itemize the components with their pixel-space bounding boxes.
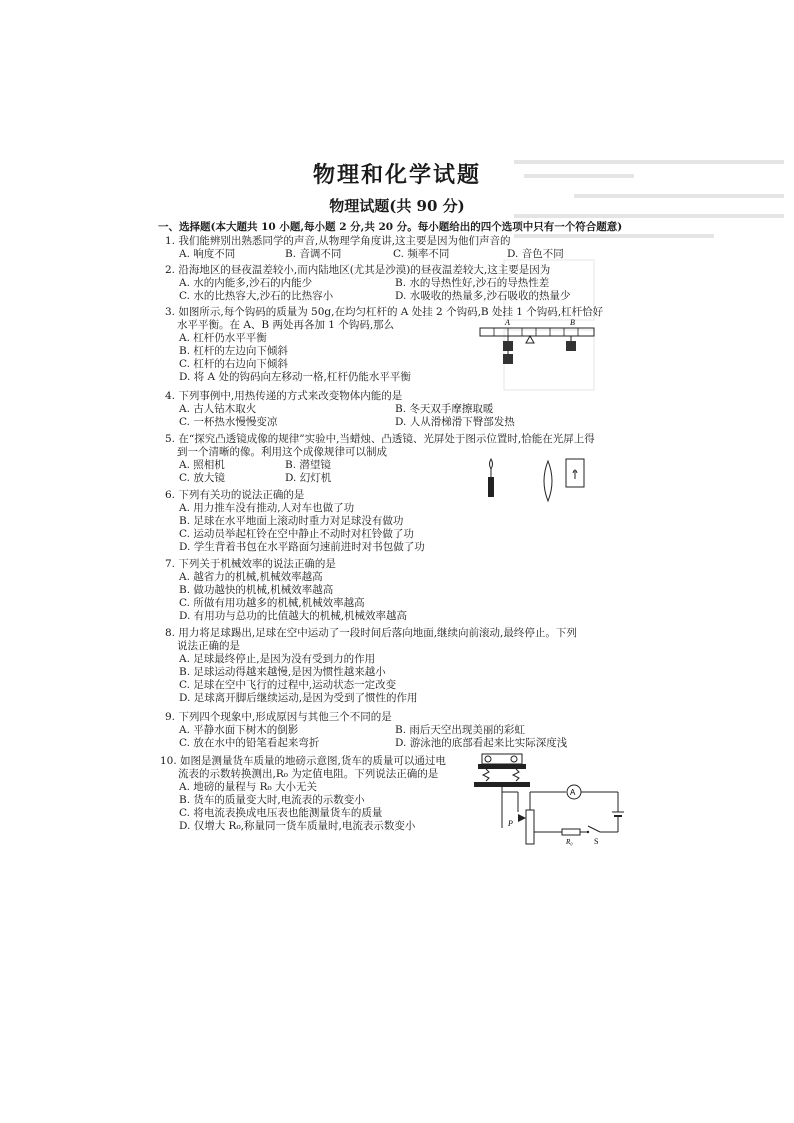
truck-icon: [478, 754, 526, 769]
option-b: B. 足球运动得越来越慢,是因为惯性越来越小: [179, 666, 386, 678]
option-c: C. 频率不同: [393, 248, 450, 260]
option-a: A. 地磅的量程与 R₀ 大小无关: [179, 781, 318, 793]
question-7: [165, 558, 407, 623]
question-stem: 6. 下列有关功的说法正确的是: [165, 489, 305, 501]
option-b: B. 杠杆的左边向下倾斜: [179, 345, 288, 357]
option-b: B. 水的导热性好,沙石的导热性差: [395, 277, 550, 289]
question-stem-cont: 水平平衡。在 A、B 两处再各加 1 个钩码,那么: [177, 319, 395, 331]
section-heading: 一、选择题(本大题共 10 小题,每小题 2 分,共 20 分。每小题给出的四个选项中只有一个符合题意): [158, 221, 623, 233]
option-a: A. 足球最终停止,是因为没有受到力的作用: [179, 653, 376, 665]
question-stem: 10. 如图是测量货车质量的地磅示意图,货车的质量可以通过电: [160, 755, 446, 767]
option-d: D. 仅增大 R₀,称量同一货车质量时,电流表示数变小: [179, 820, 416, 832]
option-b: B. 潜望镜: [285, 459, 331, 471]
question-stem: 5. 在“探究凸透镜成像的规律”实验中,当蜡烛、凸透镜、光屏处于图示位置时,恰能在光屏上得: [165, 433, 595, 445]
option-a: A. 杠杆仍水平平衡: [179, 332, 267, 344]
lever-figure: [478, 316, 598, 374]
physics-subtitle: 物理试题(共 90 分): [329, 197, 465, 215]
exam-title: 物理和化学试题: [312, 162, 481, 188]
lens-experiment-figure: [480, 455, 590, 505]
question-2: [165, 264, 625, 303]
question-stem-cont: 说法正确的是: [177, 640, 240, 652]
question-9: [165, 711, 625, 750]
question-stem: 8. 用力将足球踢出,足球在空中运动了一段时间后落向地面,继续向前滚动,最终停止。下列: [165, 627, 577, 639]
option-b: B. 雨后天空出现美丽的彩虹: [395, 724, 525, 736]
option-c: C. 运动员举起杠铃在空中静止不动时对杠铃做了功: [179, 528, 414, 540]
candle-icon: [488, 459, 494, 497]
label-b: B: [570, 318, 575, 327]
option-b: B. 冬天双手摩擦取暖: [395, 403, 494, 415]
option-b: B. 足球在水平地面上滚动时重力对足球没有做功: [179, 515, 404, 527]
option-c: C. 水的比热容大,沙石的比热容小: [179, 290, 334, 302]
question-8: [165, 627, 577, 705]
question-stem-cont: 流表的示数转换测出,R₀ 为定值电阻。下列说法正确的是: [178, 768, 439, 780]
weighbridge-circuit-figure: [468, 752, 628, 846]
convex-lens-icon: [544, 461, 552, 501]
label-r0: R₀: [566, 838, 573, 846]
option-c: C. 将电流表换成电压表也能测量货车的质量: [179, 807, 383, 819]
question-1: [165, 235, 625, 261]
option-a: A. 照相机: [179, 459, 225, 471]
question-4: [165, 390, 625, 429]
label-p: P: [508, 819, 513, 828]
question-stem-cont: 到一个清晰的像。利用这个成像规律可以制成: [177, 446, 387, 458]
question-stem: 9. 下列四个现象中,形成原因与其他三个不同的是: [165, 711, 392, 723]
option-c: C. 杠杆的右边向下倾斜: [179, 358, 288, 370]
option-c: C. 放大镜: [179, 472, 225, 484]
option-d: D. 音色不同: [507, 248, 564, 260]
option-b: B. 货车的质量变大时,电流表的示数变小: [179, 794, 365, 806]
option-c: C. 所做有用功越多的机械,机械效率越高: [179, 597, 365, 609]
question-6: [165, 489, 425, 554]
question-stem: 3. 如图所示,每个钩码的质量为 50g,在均匀杠杆的 A 处挂 2 个钩码,B 处挂 1 个钩码,杠杆恰好: [165, 306, 604, 318]
option-a: A. 响度不同: [179, 248, 236, 260]
question-stem: 7. 下列关于机械效率的说法正确的是: [165, 558, 336, 570]
option-c: C. 一杯热水慢慢变凉: [179, 416, 278, 428]
option-d: D. 有用功与总功的比值越大的机械,机械效率越高: [179, 610, 408, 622]
option-d: D. 人从滑梯滑下臀部发热: [395, 416, 515, 428]
question-stem: 1. 我们能辨别出熟悉同学的声音,从物理学角度讲,这主要是因为他们声音的: [165, 235, 511, 247]
question-10: [160, 755, 446, 833]
option-a: A. 用力推车没有推动,人对车也做了功: [179, 502, 355, 514]
option-d: D. 足球离开脚后继续运动,是因为受到了惯性的作用: [179, 692, 418, 704]
option-a: A. 越省力的机械,机械效率越高: [179, 571, 323, 583]
option-d: D. 幻灯机: [285, 472, 332, 484]
option-d: D. 将 A 处的钩码向左移动一格,杠杆仍能水平平衡: [179, 371, 411, 383]
label-ammeter: A: [570, 788, 576, 797]
light-screen-icon: [566, 459, 584, 487]
option-d: D. 游泳池的底部看起来比实际深度浅: [395, 737, 568, 749]
label-a: A: [505, 318, 510, 327]
option-a: A. 古人钻木取火: [179, 403, 257, 415]
option-d: D. 学生背着书包在水平路面匀速前进时对书包做了功: [179, 541, 425, 553]
option-b: B. 做功越快的机械,机械效率越高: [179, 584, 334, 596]
question-stem: 4. 下列事例中,用热传递的方式来改变物体内能的是: [165, 390, 403, 402]
option-a: A. 平静水面下树木的倒影: [179, 724, 299, 736]
option-d: D. 水吸收的热量多,沙石吸收的热量少: [395, 290, 571, 302]
option-c: C. 足球在空中飞行的过程中,运动状态一定改变: [179, 679, 397, 691]
option-c: C. 放在水中的铅笔看起来弯折: [179, 737, 320, 749]
question-stem: 2. 沿海地区的昼夜温差较小,而内陆地区(尤其是沙漠)的昼夜温差较大,这主要是因为: [165, 264, 551, 276]
option-a: A. 水的内能多,沙石的内能少: [179, 277, 313, 289]
label-switch: S: [594, 837, 599, 846]
option-b: B. 音调不同: [285, 248, 342, 260]
